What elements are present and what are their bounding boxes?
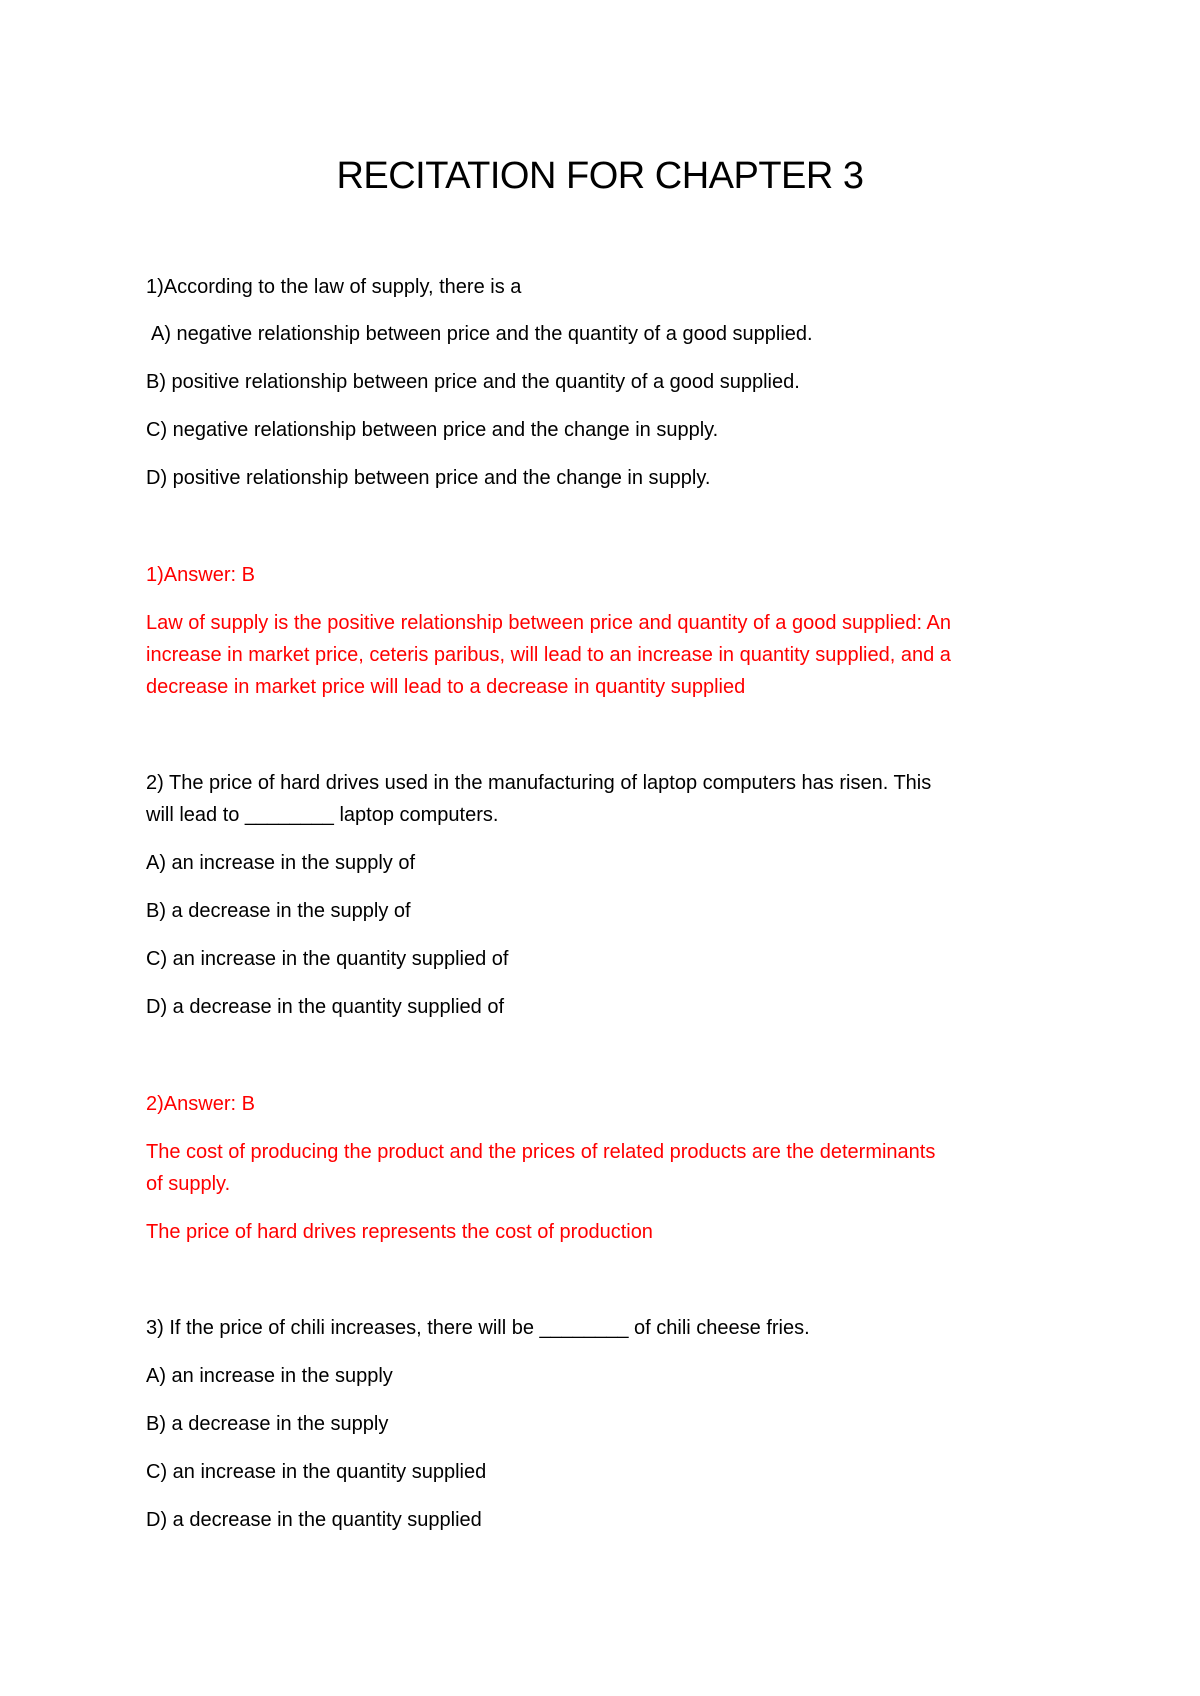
question-1-text: 1)According to the law of supply, there is a <box>146 276 522 298</box>
question-1-option-a: A) negative relationship between price and the quantity of a good supplied. <box>151 323 813 345</box>
question-2-answer: 2)Answer: B <box>146 1093 255 1115</box>
question-1-option-d: D) positive relationship between price and the change in supply. <box>146 467 711 489</box>
question-3-option-c: C) an increase in the quantity supplied <box>146 1461 487 1483</box>
question-1-option-b: B) positive relationship between price and the quantity of a good supplied. <box>146 371 800 393</box>
question-2-option-b: B) a decrease in the supply of <box>146 900 411 922</box>
question-1-answer: 1)Answer: B <box>146 564 255 586</box>
question-2-text-line: 2) The price of hard drives used in the manufacturing of laptop computers has risen. This <box>146 772 932 794</box>
question-2-option-d: D) a decrease in the quantity supplied of <box>146 996 504 1018</box>
question-1-option-c: C) negative relationship between price and the change in supply. <box>146 419 719 441</box>
question-2-text-line: will lead to ________ laptop computers. <box>146 804 499 826</box>
question-1-explanation-line: decrease in market price will lead to a decrease in quantity supplied <box>146 676 746 698</box>
question-3-option-b: B) a decrease in the supply <box>146 1413 389 1435</box>
question-1-explanation-line: Law of supply is the positive relationship between price and quantity of a good supplied: An <box>146 612 951 634</box>
question-3-option-a: A) an increase in the supply <box>146 1365 393 1387</box>
question-2-explanation-line: The price of hard drives represents the cost of production <box>146 1221 653 1243</box>
question-2-explanation-line: of supply. <box>146 1173 231 1195</box>
question-1-explanation-line: increase in market price, ceteris paribus, will lead to an increase in quantity supplied, and a <box>146 644 951 666</box>
question-2-explanation-line: The cost of producing the product and the prices of related products are the determinants <box>146 1141 936 1163</box>
question-3-text: 3) If the price of chili increases, there will be ________ of chili cheese fries. <box>146 1317 810 1339</box>
question-2-option-c: C) an increase in the quantity supplied of <box>146 948 509 970</box>
page-title: RECITATION FOR CHAPTER 3 <box>336 155 864 197</box>
question-3-option-d: D) a decrease in the quantity supplied <box>146 1509 482 1531</box>
question-2-option-a: A) an increase in the supply of <box>146 852 416 874</box>
